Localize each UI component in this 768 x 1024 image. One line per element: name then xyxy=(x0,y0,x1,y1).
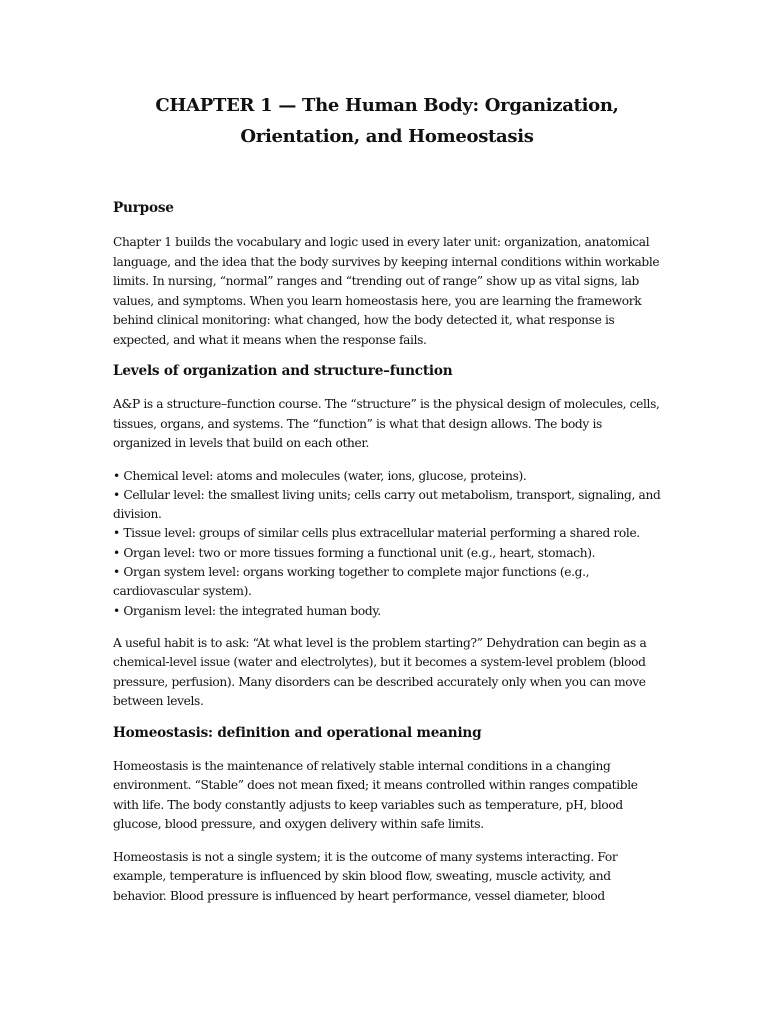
list-item: • Chemical level: atoms and molecules (water, ions, glucose, proteins). xyxy=(113,468,527,483)
list-item: • Cellular level: the smallest living units; cells carry out metabolism, transport, signaling, and division. xyxy=(113,487,661,522)
purpose-paragraph: Chapter 1 builds the vocabulary and logic used in every later unit: organization, anatomical language, and the idea that the body survives by keeping internal conditions within workable limits. In nursing, “normal” ranges and “trending out of range” show up as vital signs, lab values, and symptoms. When you learn homeostasis here, you are learning the framework behind clinical monitoring: what changed, how the body detected it, what response is expected, and what it means when the response fails. xyxy=(113,235,660,347)
levels-heading: Levels of organization and structure–function xyxy=(113,363,453,379)
chapter-title: CHAPTER 1 — The Human Body: Organization, Orientation, and Homeostasis xyxy=(155,95,619,147)
homeostasis-paragraph-1: Homeostasis is the maintenance of relatively stable internal conditions in a changing environment. “Stable” does not mean fixed; it means controlled within ranges compatible with life. The body constantly adjusts to keep variables such as temperature, pH, blood glucose, blood pressure, and oxygen delivery within safe limits. xyxy=(113,758,638,832)
list-item: • Organism level: the integrated human body. xyxy=(113,603,381,618)
list-item: • Tissue level: groups of similar cells plus extracellular material performing a shared role. xyxy=(113,526,640,541)
levels-closing-paragraph: A useful habit is to ask: “At what level is the problem starting?” Dehydration can begin as a chemical-level issue (water and electrolytes), but it becomes a system-level problem (blood pressure, perfusion). Many disorders can be described accurately only when you can move between levels. xyxy=(113,635,647,709)
document-page xyxy=(113,90,661,906)
levels-list xyxy=(113,467,661,621)
purpose-heading: Purpose xyxy=(113,200,174,216)
list-item: • Organ system level: organs working together to complete major functions (e.g., cardiovascular system). xyxy=(113,564,590,599)
list-item: • Organ level: two or more tissues forming a functional unit (e.g., heart, stomach). xyxy=(113,545,596,560)
homeostasis-paragraph-2: Homeostasis is not a single system; it is the outcome of many systems interacting. For example, temperature is influenced by skin blood flow, sweating, muscle activity, and behavior. Blood pressure is influenced by heart performance, vessel diameter, blood xyxy=(113,849,618,903)
levels-intro-paragraph: A&P is a structure–function course. The “structure” is the physical design of molecules, cells, tissues, organs, and systems. The “function” is what that design allows. The body is organized in levels that build on each other. xyxy=(113,397,660,450)
homeostasis-heading: Homeostasis: definition and operational meaning xyxy=(113,724,482,741)
